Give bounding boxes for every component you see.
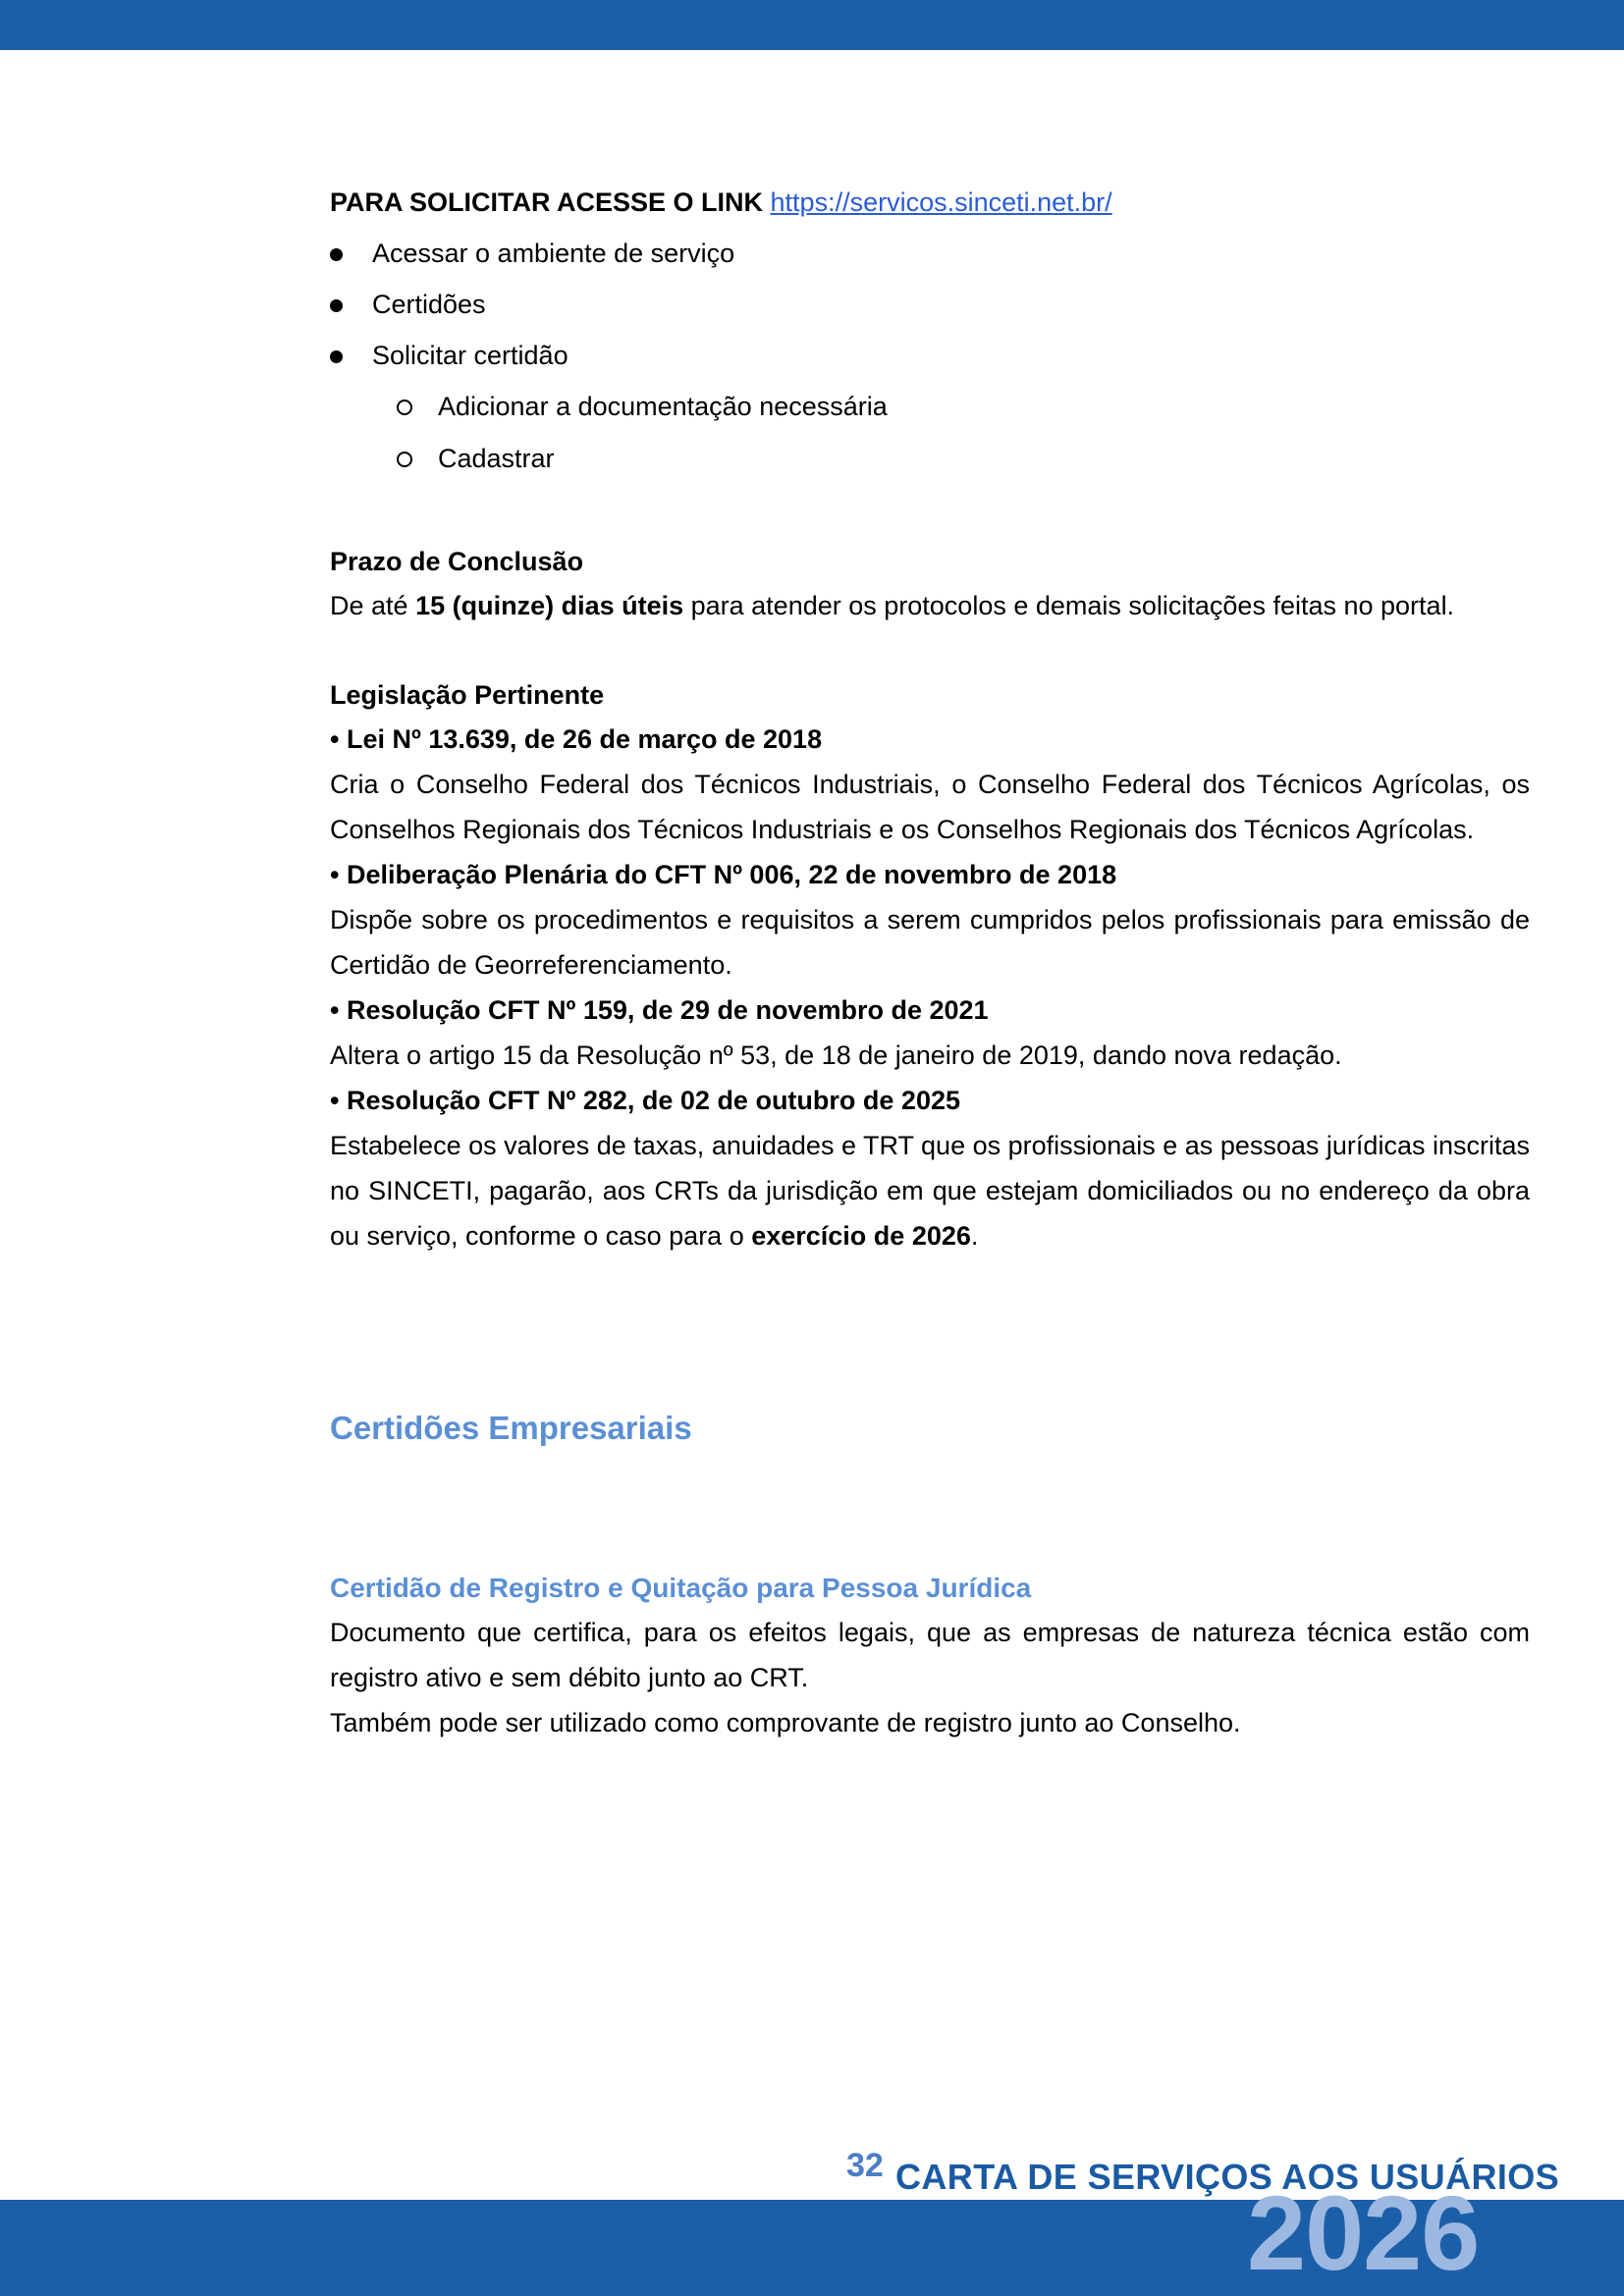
list-item — [330, 433, 1530, 485]
list-item — [330, 228, 1530, 279]
footer-title: CARTA DE SERVIÇOS AOS USUÁRIOS — [895, 2157, 1560, 2197]
bullet-dot-icon — [330, 248, 343, 261]
access-steps-list — [330, 228, 1530, 381]
hollow-circle-icon — [397, 452, 412, 467]
legislacao-ref: • Resolução CFT Nº 282, de 02 de outubro de 2025 — [330, 1086, 960, 1115]
certidao-description-paragraph: Documento que certifica, para os efeitos legais, que as empresas de natureza técnica estão com registro ativo e sem débito junto ao CRT. — [330, 1618, 1530, 1692]
top-decorative-bar — [0, 0, 1624, 50]
legislacao-body: Cria o Conselho Federal dos Técnicos Industriais, o Conselho Federal dos Técnicos Agrícolas, os Conselhos Regionais dos Técnicos Industriais e os Conselhos Regionais dos Técnicos Agrícolas. — [330, 770, 1530, 844]
spacer — [330, 1451, 1530, 1567]
prazo-paragraph — [330, 583, 1530, 628]
legislacao-heading: Legislação Pertinente — [330, 680, 605, 710]
legislacao-body: Altera o artigo 15 da Resolução nº 53, de 18 de janeiro de 2019, dando nova redação. — [330, 1041, 1342, 1070]
hollow-circle-icon — [397, 400, 412, 415]
prazo-text-bold: 15 (quinze) dias úteis — [415, 591, 684, 620]
list-item — [330, 279, 1530, 330]
prazo-heading: Prazo de Conclusão — [330, 547, 584, 576]
legislacao-ref: • Lei Nº 13.639, de 26 de março de 2018 — [330, 724, 823, 754]
list-item-label: Acessar o ambiente de serviço — [372, 239, 735, 268]
legislacao-body: Dispõe sobre os procedimentos e requisitos a serem cumpridos pelos profissionais para emissão de Certidão de Georreferenciamento. — [330, 905, 1530, 980]
list-item-label: Solicitar certidão — [372, 341, 568, 370]
page-footer — [0, 2139, 1624, 2296]
bullet-dot-icon — [330, 299, 343, 312]
spacer — [330, 1258, 1530, 1406]
legislacao-ref: • Resolução CFT Nº 159, de 29 de novembro de 2021 — [330, 995, 989, 1025]
certidao-description-paragraph-2: Também pode ser utilizado como comprovante de registro junto ao Conselho. — [330, 1708, 1241, 1737]
prazo-text-before: De até — [330, 591, 416, 620]
legislacao-ref: • Deliberação Plenária do CFT Nº 006, 22 de novembro de 2018 — [330, 860, 1117, 889]
spacer — [330, 628, 1530, 673]
page-number: 32 — [846, 2147, 884, 2184]
access-substeps-list — [330, 381, 1530, 485]
prazo-text-after: para atender os protocolos e demais solicitações feitas no portal. — [683, 591, 1455, 620]
legislacao-body-bold: exercício de 2026 — [751, 1221, 971, 1251]
list-item — [330, 381, 1530, 433]
list-item-label: Certidões — [372, 290, 486, 319]
footer-year: 2026 — [1247, 2173, 1480, 2292]
page-content — [330, 183, 1530, 1745]
list-item-label: Adicionar a documentação necessária — [438, 392, 888, 421]
certidoes-empresariais-heading: Certidões Empresariais — [330, 1410, 692, 1446]
access-heading-label: PARA SOLICITAR ACESSE O LINK — [330, 187, 771, 217]
legislacao-body-before: Estabelece os valores de taxas, anuidades e TRT que os profissionais e as pessoas jurídicas inscritas no SINCETI, pagarão, aos CRTs da jurisdição em que estejam domiciliados ou no endereço da obra ou serviço, conforme o caso para o — [330, 1131, 1530, 1251]
legislacao-body-after: . — [970, 1221, 979, 1251]
servicos-portal-link[interactable]: https://servicos.sinceti.net.br/ — [770, 187, 1112, 217]
spacer — [330, 485, 1530, 540]
list-item — [330, 330, 1530, 381]
certidao-registro-quitacao-subheading: Certidão de Registro e Quitação para Pessoa Jurídica — [330, 1573, 1032, 1603]
access-link-heading — [330, 183, 1530, 222]
list-item-label: Cadastrar — [438, 444, 555, 473]
bullet-dot-icon — [330, 350, 343, 363]
legislacao-body — [330, 1123, 1530, 1258]
